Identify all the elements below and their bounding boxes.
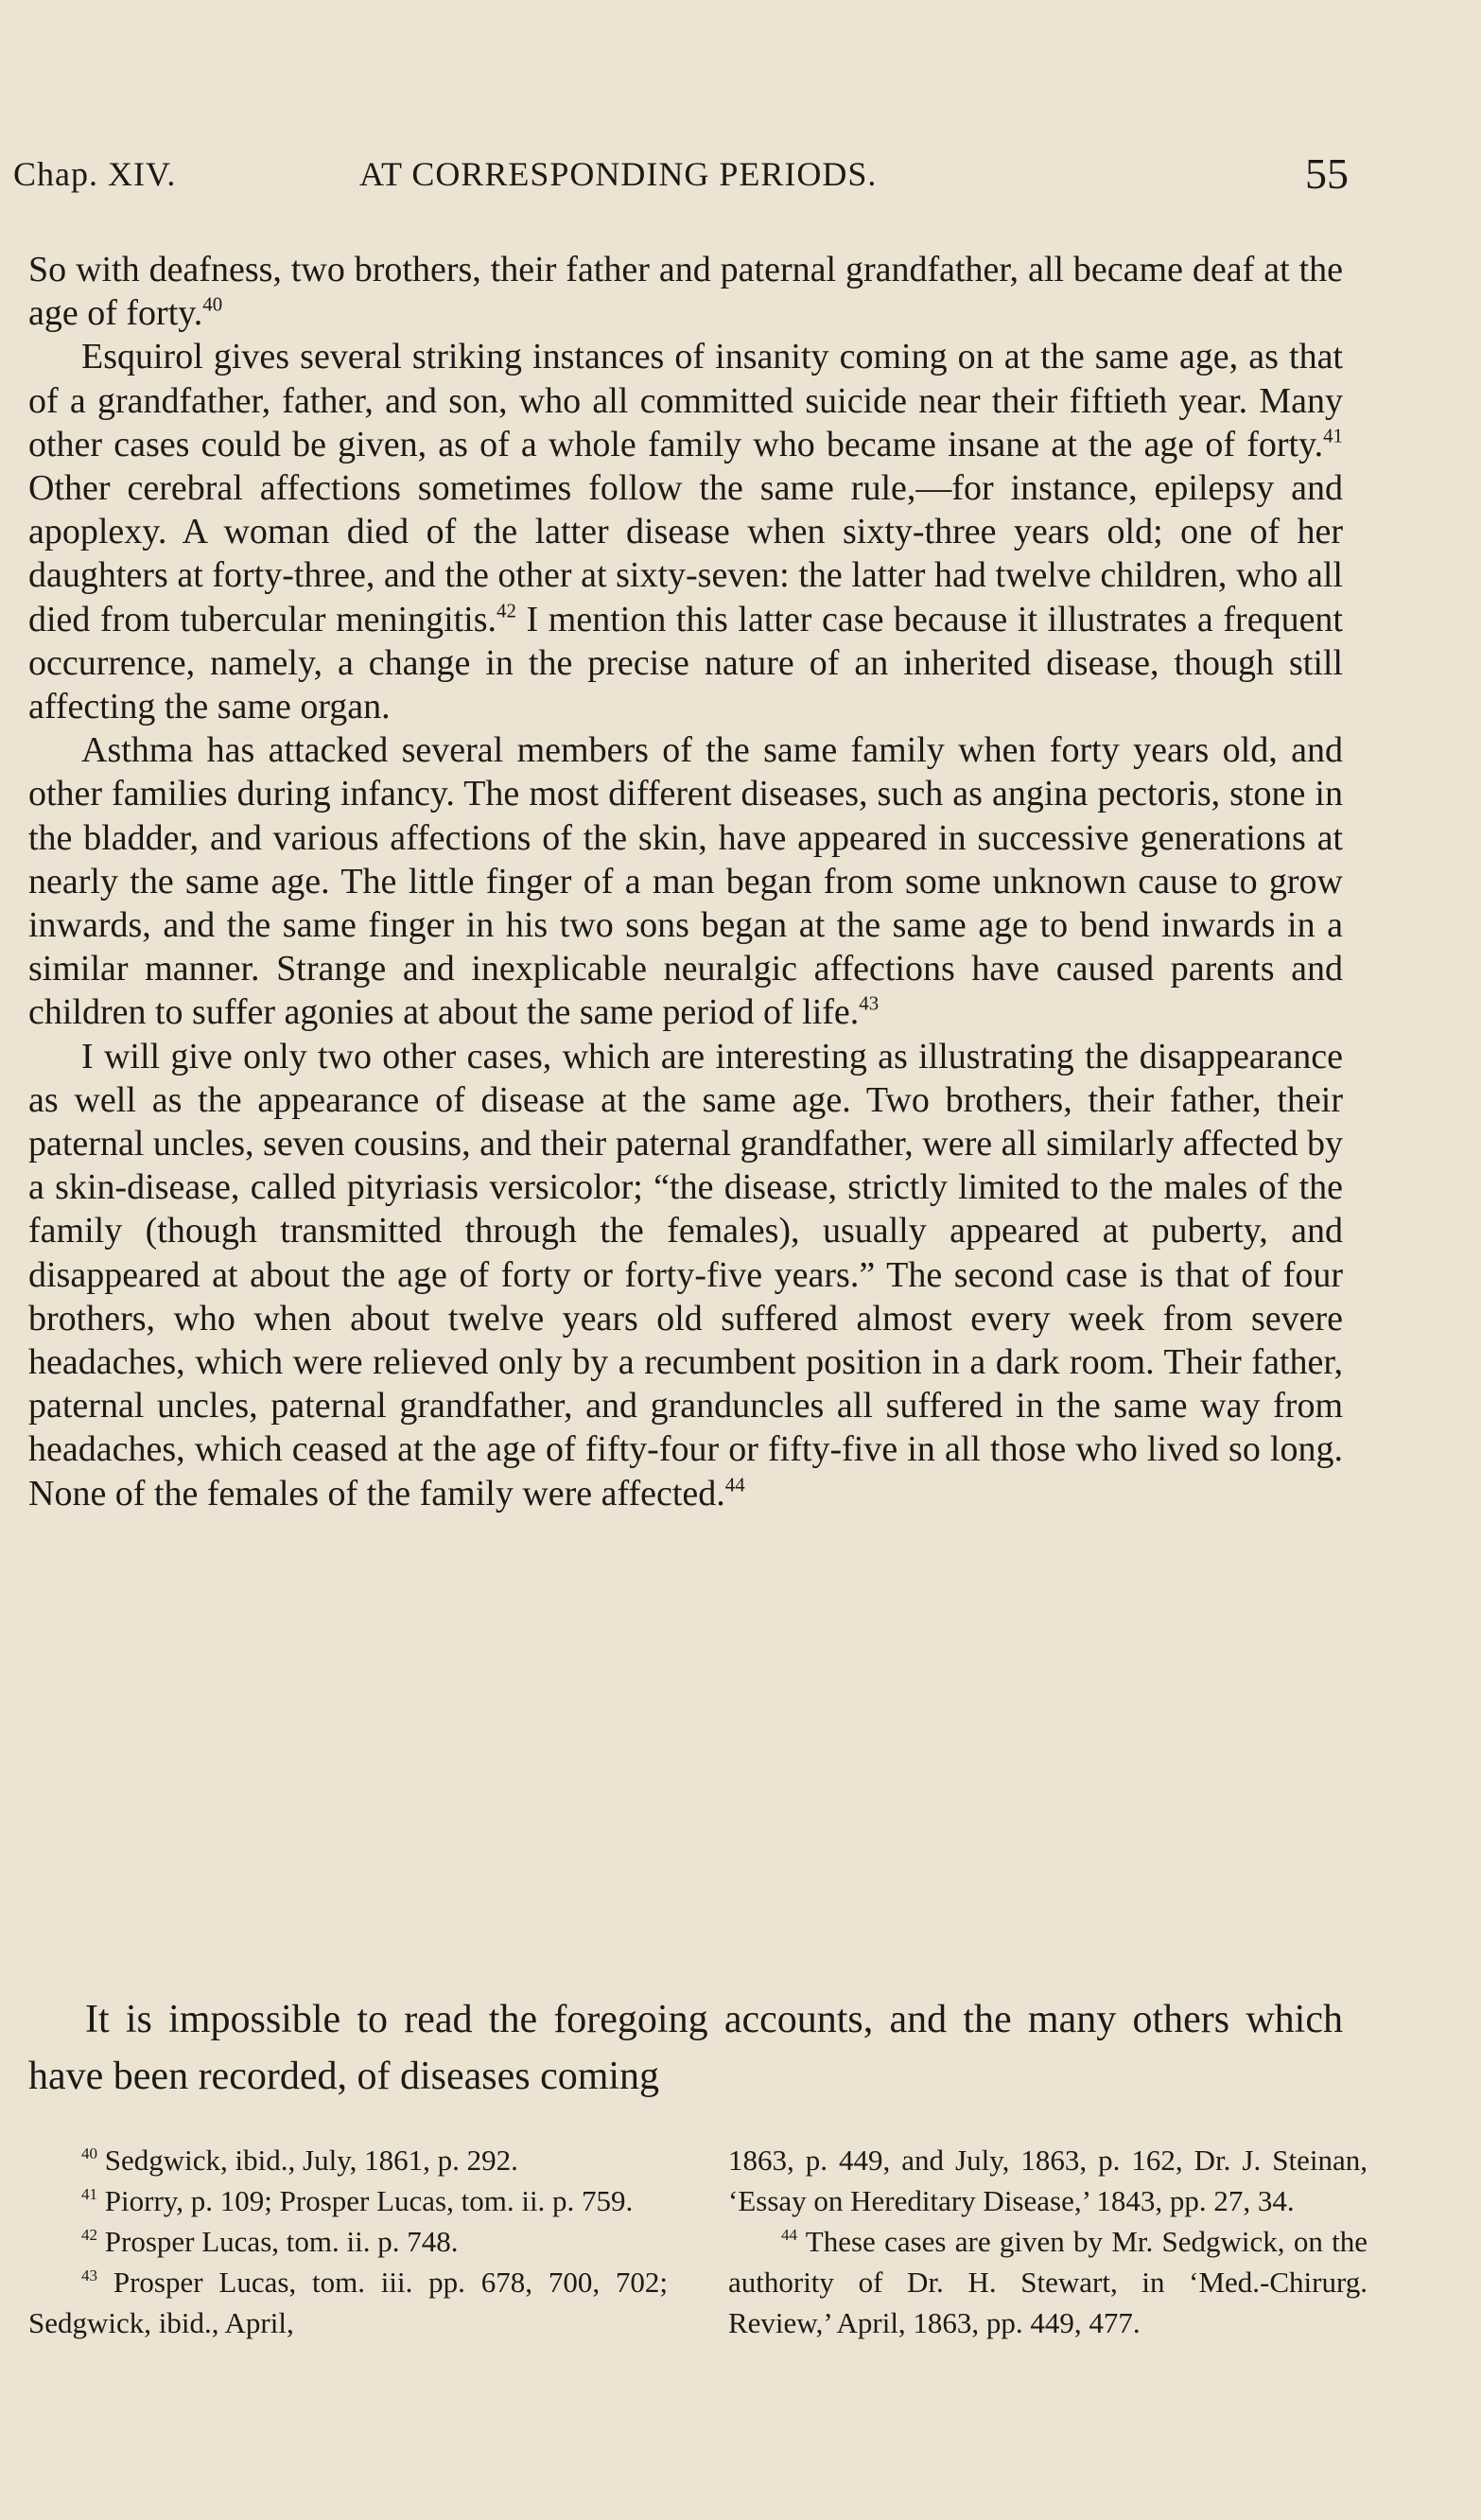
footnote-44: $^{44}$ These cases are given by Mr. Sedgwick, on the authority of Dr. H. Stewart, in ‘Med.-Chirurg. Review,’ April, 1863, pp. 449, 477. (728, 2225, 1368, 2339)
chapter-label: Chap. XIV. (13, 155, 177, 193)
footnote-42: $^{42}$ Prosper Lucas, tom. ii. p. 748. (81, 2225, 459, 2258)
paragraph-insanity: Esquirol gives several striking instances of insanity coming on at the same age, as that of a grandfather, father, and son, who all committed suicide near their fiftieth year. Many other cases could be given, as of a whole family who became insane at the age of forty.$^{41}$ Other cerebral affections sometimes follow the same rule,—for instance, epilepsy and apoplexy. A woman died of the latter disease when sixty-three years old; one of her daughters at forty-three, and the other at sixty-seven: the latter had twelve children, who all died from tubercular meningitis.$^{42}$ I mention this latter case because it illustrates a frequent occurrence, namely, a change in the precise nature of an inherited disease, though still affecting the same organ. (28, 337, 1343, 727)
footnote-ref-42: 42 (497, 599, 516, 621)
paragraph-foregoing: It is impossible to read the foregoing accounts, and the many others which have been recorded, of diseases coming (28, 1998, 1343, 2098)
footnote-ref-44: 44 (724, 1473, 745, 1496)
running-header (13, 149, 1349, 201)
footnote-43-continued: 1863, p. 449, and July, 1863, p. 162, Dr. J. Steinan, ‘Essay on Hereditary Disease,’ 1843, pp. 27, 34. (728, 2144, 1368, 2217)
paragraph-asthma: Asthma has attacked several members of the same family when forty years old, and other families during infancy. The most different diseases, such as angina pectoris, stone in the bladder, and various affections of the skin, have appeared in successive generations at nearly the same age. The little finger of a man began from some unknown cause to grow inwards, and the same finger in his two sons began at the same age to bend inwards in a similar manner. Strange and inexplicable neuralgic affections have caused parents and children to suffer agonies at about the same period of life.$^{43}$ (28, 730, 1343, 1033)
footnote-43: $^{43}$ Prosper Lucas, tom. iii. pp. 678, 700, 702; Sedgwick, ibid., April, (28, 2266, 668, 2339)
paragraph-deafness: So with deafness, two brothers, their father and paternal grandfather, all became deaf at the age of forty.$^{40}$ (28, 250, 1343, 334)
footnotes-right-column (728, 2140, 1368, 2343)
paragraph-two-cases: I will give only two other cases, which are interesting as illustrating the disappearance as well as the appearance of disease at the same age. Two brothers, their father, their paternal uncles, seven cousins, and their paternal grandfather, were all similarly affected by a skin-disease, called pityriasis versicolor; “the disease, strictly limited to the males of the family (though transmitted through the females), usually appeared at puberty, and disappeared at about the age of forty or forty-five years.” The second case is that of four brothers, who when about twelve years old suffered almost every week from severe headaches, which were relieved only by a recumbent position in a dark room. Their father, paternal uncles, paternal grandfather, and granduncles all suffered in the same way from headaches, which ceased at the age of fifty-four or fifty-five in all those who lived so long. None of the females of the family were affected.$^{44}$ (28, 1036, 1343, 1514)
footnote-ref-40: 40 (202, 292, 223, 316)
page-number: 55 (1305, 149, 1349, 198)
footnote-ref-43: 43 (859, 991, 880, 1015)
closing-paragraph (28, 1991, 1343, 2105)
footnote-41: $^{41}$ Piorry, p. 109; Prosper Lucas, tom. ii. p. 759. (81, 2184, 634, 2217)
main-text (28, 248, 1343, 1515)
running-title: AT CORRESPONDING PERIODS. (359, 155, 878, 193)
footnote-40: $^{40}$ Sedgwick, ibid., July, 1861, p. 292. (81, 2144, 518, 2177)
footnote-ref-41: 41 (1323, 424, 1343, 447)
footnotes-left-column (28, 2140, 668, 2343)
footnotes (28, 2140, 1368, 2442)
